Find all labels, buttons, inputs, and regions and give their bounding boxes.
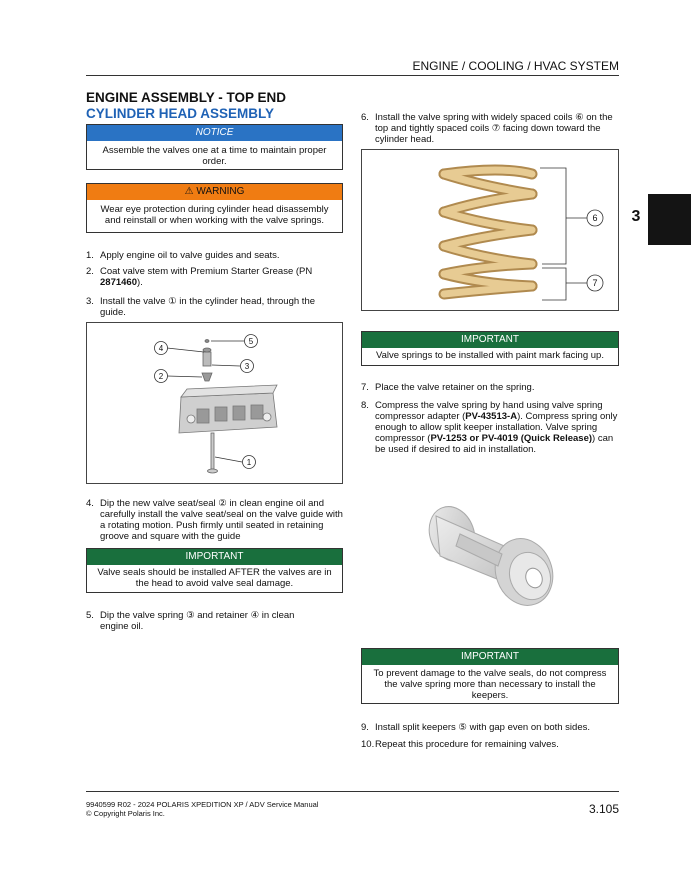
- step-3: [86, 296, 343, 318]
- footer-copyright: © Copyright Polaris Inc.: [86, 809, 165, 818]
- important-keepers-box: [361, 648, 619, 704]
- footer-document: 9940599 R02 - 2024 POLARIS XPEDITION XP / ADV Service Manual: [86, 800, 319, 809]
- page-number: 3.105: [588, 802, 619, 816]
- tool-number: PV-1253 or PV-4019 (Quick Release): [430, 433, 593, 444]
- page-subtitle: CYLINDER HEAD ASSEMBLY: [86, 106, 275, 121]
- step-4: [86, 498, 343, 542]
- warning-label: WARNING: [196, 186, 245, 197]
- warning-header: [87, 184, 342, 200]
- step-number: 10.: [361, 739, 375, 750]
- important-label: IMPORTANT: [362, 332, 618, 348]
- warning-icon: ⚠: [184, 186, 194, 197]
- callout-label: 7: [592, 278, 598, 288]
- warning-text: Wear eye protection during cylinder head disassembly and reinstall or when working with the valve springs.: [100, 204, 329, 226]
- valve-spring-illustration: [362, 150, 618, 310]
- warning-box: [86, 183, 343, 233]
- header-rule: [86, 75, 619, 76]
- spring-compressor-adapter-image: [420, 494, 560, 606]
- important-text: To prevent damage to the valve seals, do not compress the valve spring more than necessary to install the keepers.: [373, 668, 607, 701]
- valve-spring-figure: [361, 149, 619, 311]
- important-seals-box: [86, 548, 343, 593]
- step-number: 2.: [86, 266, 94, 277]
- step-5: [86, 610, 343, 632]
- step-text: Install the valve ① in the cylinder head, through the guide.: [100, 296, 316, 318]
- step-number: 3.: [86, 296, 94, 307]
- step-text: Repeat this procedure for remaining valves.: [375, 739, 559, 750]
- footer-rule: [86, 791, 619, 792]
- step-8: [361, 400, 619, 466]
- important-label: IMPORTANT: [362, 649, 618, 665]
- callout-label: 1: [246, 458, 252, 467]
- step-text: Dip the new valve seat/seal ② in clean engine oil and carefully install the valve seat/seal on the valve guide with a rotating motion. Push firmly until seated in retaining groove and square with the guide: [100, 498, 343, 542]
- page-title: ENGINE ASSEMBLY - TOP END: [86, 90, 287, 105]
- step-6: [361, 112, 619, 146]
- spring-part: [203, 352, 211, 366]
- step-text: Install the valve spring with widely spaced coils ⑥ on the top and tightly spaced coils ⑦ facing down toward the cylinder head.: [375, 112, 613, 145]
- notice-text: Assemble the valves one at a time to maintain proper order.: [102, 145, 327, 167]
- callout-label: 6: [592, 213, 598, 223]
- step-text: Compress the valve spring by hand using valve spring compressor adapter (PV-43513-A). Compress spring only enough to allow split keeper installation. Valve spring compressor (PV-1253 or PV-4019 (Quick Release)) can be used if desired to aid in installation.: [375, 400, 618, 455]
- step-text: Install split keepers ⑤ with gap even on both sides.: [375, 722, 590, 733]
- part-number: 2871460: [100, 277, 137, 288]
- important-label: IMPORTANT: [87, 549, 342, 565]
- step-number: 9.: [361, 722, 369, 733]
- step-2: [86, 266, 343, 288]
- callout-label: 5: [248, 337, 254, 346]
- notice-label: NOTICE: [87, 125, 342, 141]
- step-text: Apply engine oil to valve guides and seats.: [100, 250, 280, 261]
- step-number: 4.: [86, 498, 94, 509]
- callout-label: 3: [244, 362, 250, 371]
- step-text: Coat valve stem with Premium Starter Grease (PN 2871460).: [100, 266, 313, 288]
- step-text: Place the valve retainer on the spring.: [375, 382, 535, 393]
- callout-label: 4: [158, 344, 164, 353]
- callout-label: 2: [158, 372, 164, 381]
- chapter-tab-number: 3: [631, 208, 641, 225]
- cylinder-head-illustration: [87, 323, 342, 483]
- important-paint-box: [361, 331, 619, 366]
- step-number: 7.: [361, 382, 369, 393]
- step-number: 5.: [86, 610, 94, 621]
- tool-number: PV-43513-A: [465, 411, 518, 422]
- step-text: Dip the valve spring ③ and retainer ④ in clean engine oil.: [100, 610, 295, 632]
- step-number: 8.: [361, 400, 369, 411]
- section-title: ENGINE / COOLING / HVAC SYSTEM: [412, 59, 619, 73]
- chapter-tab: [648, 194, 691, 245]
- important-text: Valve seals should be installed AFTER the valves are in the head to avoid valve seal damage.: [97, 567, 332, 589]
- step-number: 6.: [361, 112, 369, 123]
- important-text: Valve springs to be installed with paint mark facing up.: [376, 350, 604, 361]
- notice-box: [86, 124, 343, 170]
- cylinder-head-figure: [86, 322, 343, 484]
- step-number: 1.: [86, 250, 94, 261]
